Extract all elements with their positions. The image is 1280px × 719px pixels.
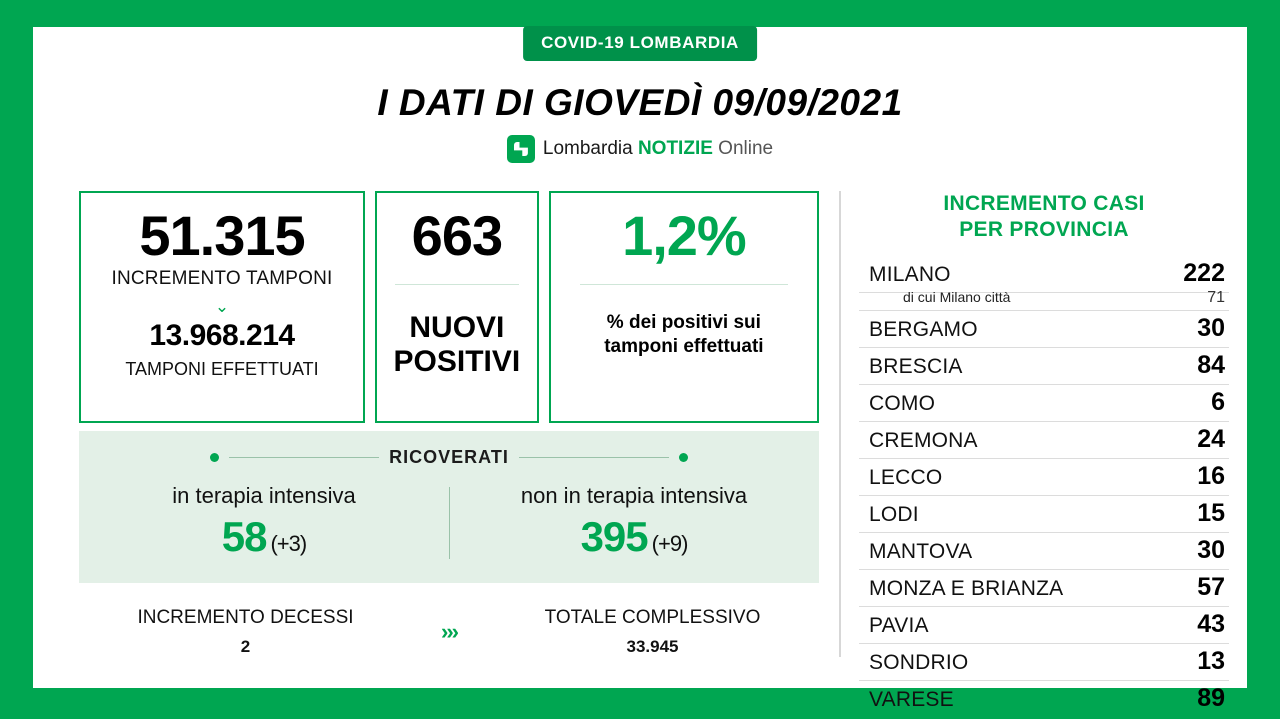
list-item xyxy=(859,607,1229,644)
intensive-care-delta: (+3) xyxy=(270,531,307,556)
province-value: 43 xyxy=(1197,609,1225,638)
tamponi-total-value: 13.968.214 xyxy=(149,318,295,352)
tamponi-increment-label: INCREMENTO TAMPONI xyxy=(111,267,333,289)
milano-city-subrow xyxy=(859,289,1229,311)
province-value: 6 xyxy=(1211,387,1225,416)
hospitalized-header xyxy=(79,447,819,468)
province-value: 16 xyxy=(1197,461,1225,490)
total-block xyxy=(486,607,819,657)
brand-logo xyxy=(33,135,1247,163)
province-name: BRESCIA xyxy=(869,354,963,378)
deaths-block xyxy=(79,607,412,657)
non-intensive-care-delta: (+9) xyxy=(651,531,688,556)
vertical-divider xyxy=(839,191,841,657)
lombardia-logo-icon xyxy=(507,135,535,163)
milano-city-value: 71 xyxy=(1207,288,1225,306)
infographic-card xyxy=(33,27,1247,712)
province-name: MILANO xyxy=(869,262,951,286)
province-name: LODI xyxy=(869,502,919,526)
non-intensive-care-number: 395 xyxy=(580,513,648,560)
intensive-care-label: in terapia intensiva xyxy=(172,483,356,508)
province-name: MONZA E BRIANZA xyxy=(869,576,1064,600)
nuovi-positivi-label xyxy=(394,311,521,380)
tamponi-increment-value: 51.315 xyxy=(139,204,305,267)
stat-card-positivi xyxy=(375,191,539,423)
stats-row xyxy=(79,191,819,423)
hospitalized-columns xyxy=(79,483,819,561)
percentuale-caption-line2: tamponi effettuati xyxy=(604,336,764,358)
hospitalized-panel xyxy=(79,431,819,583)
province-name: COMO xyxy=(869,391,936,415)
percentuale-caption xyxy=(604,311,763,360)
non-intensive-care-value xyxy=(449,513,819,561)
list-item xyxy=(859,681,1229,717)
province-value: 30 xyxy=(1197,535,1225,564)
divider xyxy=(580,284,788,285)
list-item xyxy=(859,422,1229,459)
province-name: LECCO xyxy=(869,465,943,489)
provinces-title-line2: PER PROVINCIA xyxy=(959,218,1129,242)
non-intensive-care-label: non in terapia intensiva xyxy=(520,483,748,508)
province-name: CREMONA xyxy=(869,428,978,452)
milano-city-label: di cui Milano città xyxy=(903,288,1011,305)
intensive-care-column xyxy=(79,483,449,561)
province-name: SONDRIO xyxy=(869,650,969,674)
arrows-icon: ››› xyxy=(441,619,457,644)
province-name: MANTOVA xyxy=(869,539,973,563)
province-value: 15 xyxy=(1197,498,1225,527)
province-value: 89 xyxy=(1197,683,1225,712)
brand-part-2: NOTIZIE xyxy=(637,138,713,159)
divider xyxy=(395,284,520,285)
intensive-care-number: 58 xyxy=(221,513,267,560)
list-item xyxy=(859,570,1229,607)
percentuale-caption-line1: % dei positivi sui xyxy=(606,311,761,333)
total-label: TOTALE COMPLESSIVO xyxy=(544,607,761,628)
tamponi-total-label: TAMPONI EFFETTUATI xyxy=(125,358,319,379)
brand-part-1: Lombardia xyxy=(542,138,638,159)
list-item xyxy=(859,256,1229,293)
stat-card-percentuale xyxy=(549,191,819,423)
list-item xyxy=(859,533,1229,570)
non-intensive-care-column xyxy=(449,483,819,561)
dot-icon xyxy=(210,453,219,462)
province-value: 57 xyxy=(1197,572,1225,601)
brand-logo-text xyxy=(543,138,773,160)
region-badge: COVID-19 LOMBARDIA xyxy=(523,26,757,61)
divider xyxy=(519,457,669,458)
stat-card-tamponi xyxy=(79,191,365,423)
province-value: 84 xyxy=(1197,350,1225,379)
provinces-title-line1: INCREMENTO CASI xyxy=(943,192,1145,215)
brand-part-3: Online xyxy=(712,138,774,159)
list-item xyxy=(859,644,1229,681)
province-value: 24 xyxy=(1197,424,1225,453)
divider xyxy=(229,457,379,458)
chevron-down-icon: ⌄ xyxy=(214,296,230,316)
dot-icon xyxy=(679,453,688,462)
list-item xyxy=(859,311,1229,348)
province-value: 30 xyxy=(1197,313,1225,342)
provinces-title xyxy=(859,191,1229,244)
province-name: PAVIA xyxy=(869,613,929,637)
deaths-label: INCREMENTO DECESSI xyxy=(137,607,354,628)
nuovi-positivi-label-line2: POSITIVI xyxy=(393,345,521,379)
intensive-care-value xyxy=(79,513,449,561)
list-item xyxy=(859,496,1229,533)
percentuale-value: 1,2% xyxy=(622,204,746,267)
nuovi-positivi-label-line1: NUOVI xyxy=(409,310,505,344)
page-title: I DATI DI GIOVEDÌ 09/09/2021 xyxy=(377,82,903,123)
province-name: VARESE xyxy=(869,687,954,711)
province-name: BERGAMO xyxy=(869,317,978,341)
provinces-panel xyxy=(859,191,1229,717)
total-value: 33.945 xyxy=(626,637,679,656)
nuovi-positivi-value: 663 xyxy=(411,204,503,267)
province-value: 13 xyxy=(1197,646,1225,675)
list-item xyxy=(859,348,1229,385)
province-value: 222 xyxy=(1183,258,1225,287)
list-item xyxy=(859,459,1229,496)
provinces-list xyxy=(859,256,1229,717)
hospitalized-title: RICOVERATI xyxy=(389,447,509,467)
footer-row xyxy=(79,607,819,657)
deaths-value: 2 xyxy=(240,637,251,656)
list-item xyxy=(859,385,1229,422)
